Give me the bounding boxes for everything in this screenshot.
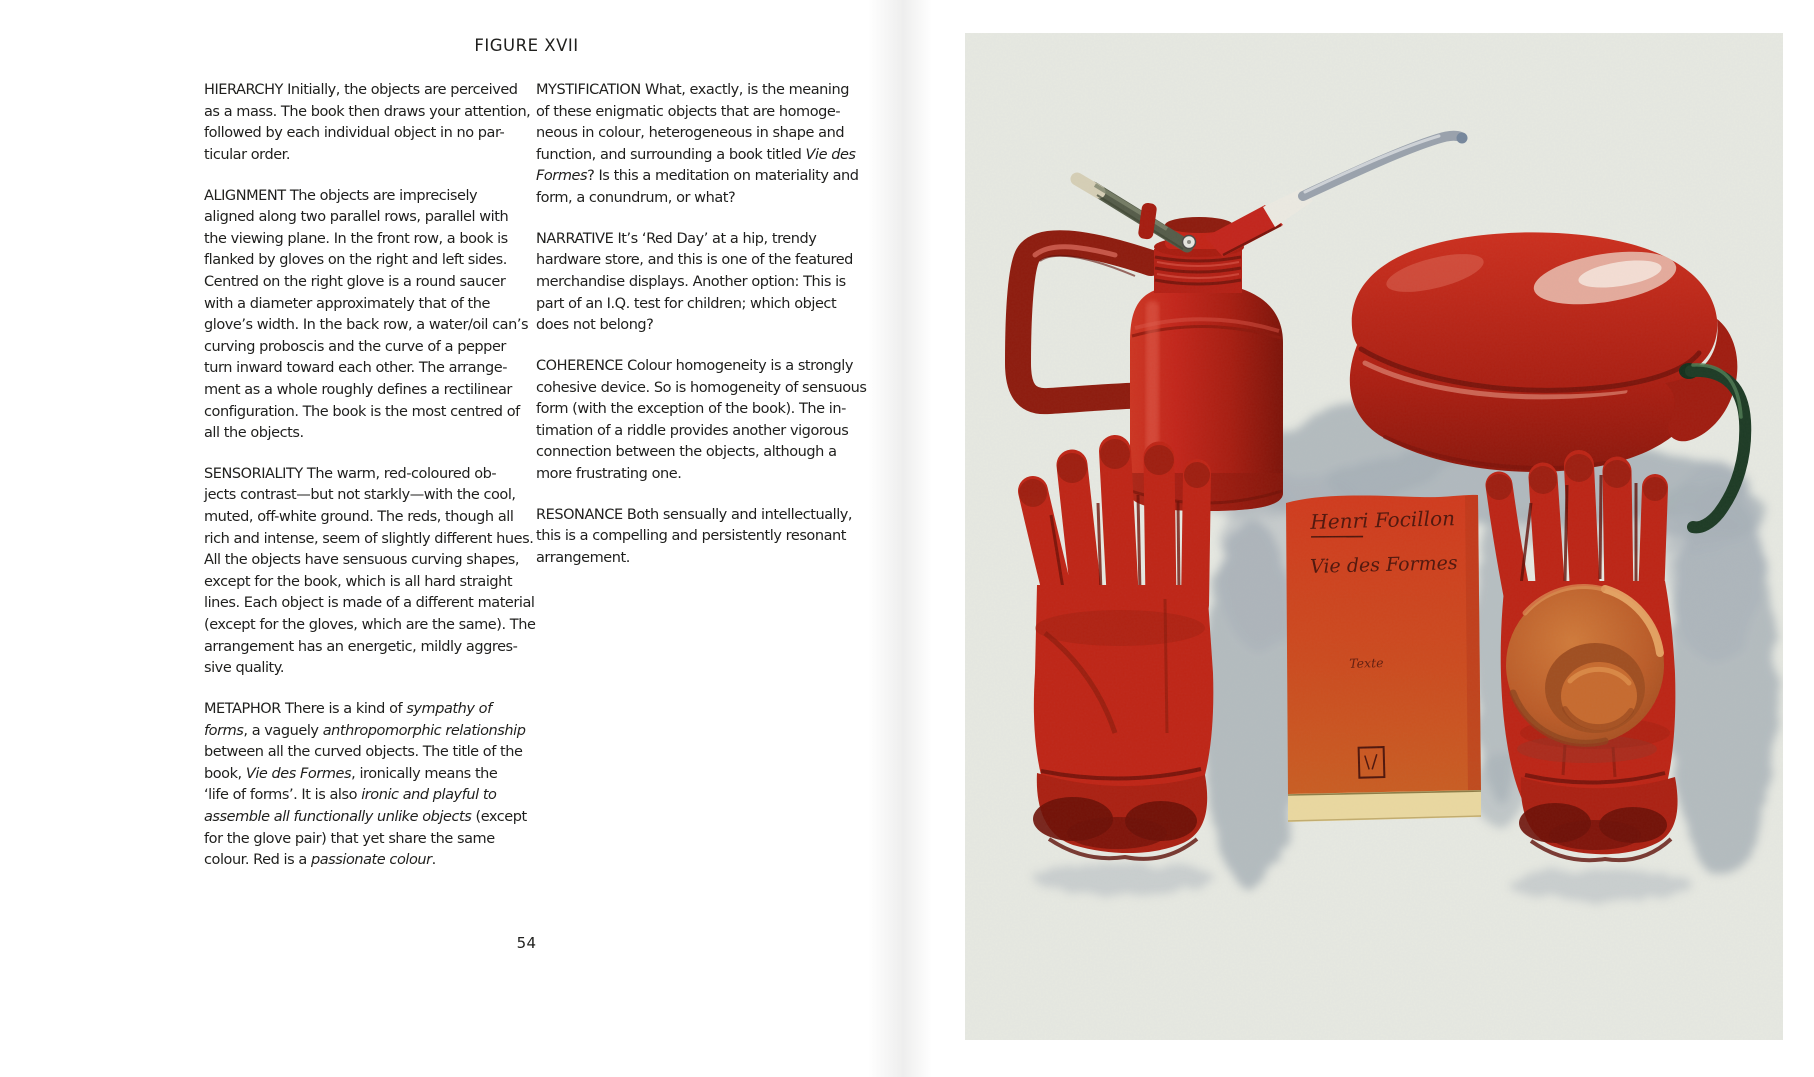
text-line: jects contrast—but not starkly—with the cool, — [204, 487, 516, 504]
text-line: aligned along two parallel rows, parallel with — [204, 209, 509, 226]
text-line: timation of a riddle provides another vigorous — [536, 422, 849, 439]
text-line: as a mass. The book then draws your attention, — [204, 103, 531, 120]
paragraph — [536, 505, 868, 570]
text-line: (except for the gloves, which are the same). The — [204, 617, 536, 634]
text-line: followed by each individual object in no par- — [204, 125, 505, 142]
text-line: colour. Red is a passionate colour. — [204, 852, 436, 869]
text-line: rich and intense, seem of slightly different hues. — [204, 530, 534, 547]
text-line: All the objects have sensuous curving shapes, — [204, 552, 520, 569]
text-line: more frustrating one. — [536, 465, 682, 482]
text-line: all the objects. — [204, 425, 304, 442]
text-line: flanked by gloves on the right and left sides. — [204, 252, 507, 269]
text-line: except for the book, which is all hard straight — [204, 573, 513, 590]
painting-figure — [965, 33, 1783, 1040]
text-line: NARRATIVE It’s ‘Red Day’ at a hip, trendy — [536, 230, 817, 247]
text-line: SENSORIALITY The warm, red-coloured ob- — [204, 465, 497, 482]
page-gutter — [868, 0, 932, 1077]
text-line: form (with the exception of the book). The in- — [536, 401, 846, 418]
text-line: curving proboscis and the curve of a pepper — [204, 338, 506, 355]
text-line: arrangement has an energetic, mildly aggres- — [204, 638, 518, 655]
text-line: form, a conundrum, or what? — [536, 189, 736, 206]
text-line: hardware store, and this is one of the featured — [536, 252, 853, 269]
text-line: muted, off-white ground. The reds, though all — [204, 509, 514, 526]
text-line: lines. Each object is made of a different material — [204, 595, 535, 612]
text-line: assemble all functionally unlike objects (except — [204, 808, 527, 825]
text-line: HIERARCHY Initially, the objects are perceived — [204, 82, 518, 98]
text-line: arrangement. — [536, 549, 630, 566]
text-line: merchandise displays. Another option: This is — [536, 273, 846, 290]
text-line: ALIGNMENT The objects are imprecisely — [204, 187, 478, 204]
text-line: glove’s width. In the back row, a water/oil can’s — [204, 317, 529, 334]
paragraph — [204, 80, 536, 166]
paragraph — [536, 80, 868, 210]
text-line: connection between the objects, although a — [536, 444, 837, 461]
text-line: the viewing plane. In the front row, a book is — [204, 230, 508, 247]
text-line: part of an I.Q. test for children; which object — [536, 295, 837, 312]
painting-svg — [965, 33, 1783, 1040]
paragraph — [536, 229, 868, 337]
text-line: this is a compelling and persistently resonant — [536, 528, 846, 545]
canvas-grain — [965, 33, 1783, 1040]
page-number: 54 — [516, 934, 537, 952]
text-line: ment as a whole roughly defines a rectilinear — [204, 381, 512, 398]
text-line: ticular order. — [204, 146, 291, 163]
text-line: of these enigmatic objects that are homoge- — [536, 103, 841, 120]
text-line: METAPHOR There is a kind of sympathy of — [204, 701, 492, 717]
text-line: sive quality. — [204, 660, 284, 677]
text-line: Formes? Is this a meditation on materiality and — [536, 168, 859, 185]
text-line: neous in colour, heterogeneous in shape and — [536, 125, 845, 142]
paragraph — [536, 356, 868, 486]
column-1 — [204, 80, 536, 891]
text-line: Centred on the right glove is a round saucer — [204, 273, 506, 290]
text-line: configuration. The book is the most centred of — [204, 403, 520, 420]
text-line: turn inward toward each other. The arrange- — [204, 360, 507, 377]
paragraph — [204, 464, 536, 680]
text-line: RESONANCE Both sensually and intellectually, — [536, 506, 853, 523]
figure-label: FIGURE XVII — [474, 36, 579, 55]
paragraph — [204, 699, 536, 872]
text-line: ‘life of forms’. It is also ironic and playful to — [204, 787, 497, 804]
text-line: for the glove pair) that yet share the same — [204, 830, 495, 847]
text-line: function, and surrounding a book titled Vie des — [536, 146, 856, 163]
text-line: between all the curved objects. The title of the — [204, 744, 523, 761]
text-line: forms, a vaguely anthropomorphic relationship — [204, 722, 526, 739]
text-line: cohesive device. So is homogeneity of sensuous — [536, 379, 867, 396]
paragraph — [204, 186, 536, 445]
text-line: book, Vie des Formes, ironically means the — [204, 765, 498, 782]
text-line: with a diameter approximately that of the — [204, 295, 491, 312]
text-line: MYSTIFICATION What, exactly, is the meaning — [536, 82, 849, 98]
column-2 — [536, 80, 868, 589]
text-line: COHERENCE Colour homogeneity is a strongly — [536, 357, 853, 374]
text-line: does not belong? — [536, 317, 654, 334]
